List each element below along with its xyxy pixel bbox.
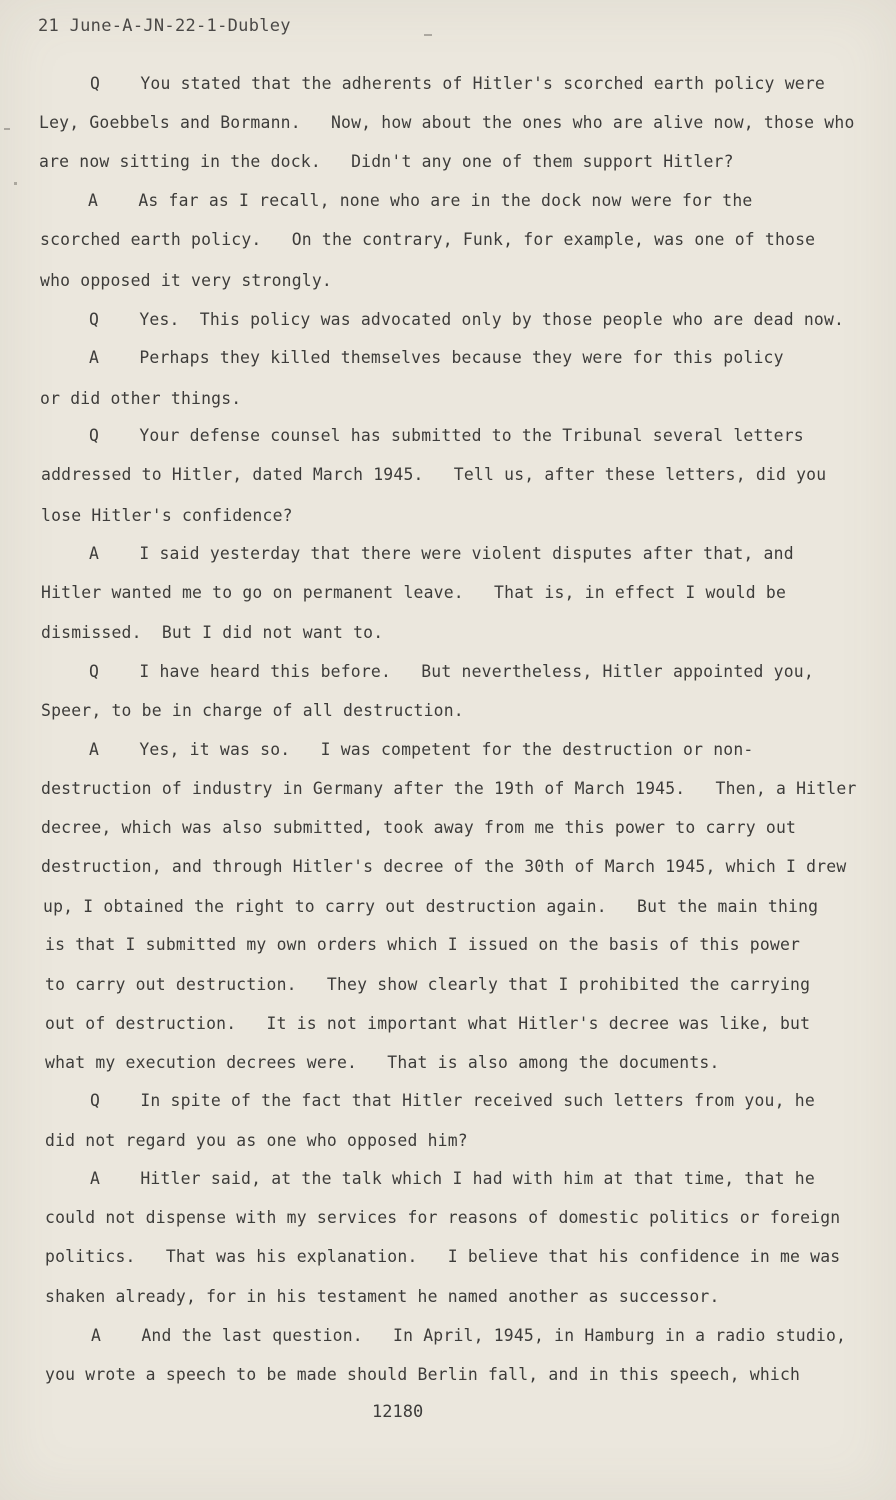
transcript-line: you wrote a speech to be made should Berlin fall, and in this speech, which — [45, 1365, 801, 1384]
transcript-line: is that I submitted my own orders which I issued on the basis of this power — [45, 935, 801, 954]
transcript-line: to carry out destruction. They show clearly that I prohibited the carrying — [45, 975, 811, 994]
transcript-line: decree, which was also submitted, took away from me this power to carry out — [41, 818, 797, 837]
transcript-line: or did other things. — [40, 389, 242, 408]
transcript-line: Ley, Goebbels and Bormann. Now, how about the ones who are alive now, those who — [39, 113, 855, 132]
transcript-line: A I said yesterday that there were violent disputes after that, and — [89, 544, 794, 563]
transcript-line: scorched earth policy. On the contrary, Funk, for example, was one of those — [40, 230, 816, 249]
page-number: 12180 — [372, 1402, 424, 1422]
transcript-line: who opposed it very strongly. — [40, 271, 332, 290]
transcript-line: A Yes, it was so. I was competent for the destruction or non- — [89, 740, 754, 759]
transcript-line: dismissed. But I did not want to. — [41, 623, 384, 642]
transcript-line: did not regard you as one who opposed him? — [45, 1131, 468, 1150]
transcript-line: addressed to Hitler, dated March 1945. Tell us, after these letters, did you — [41, 465, 827, 484]
transcript-line: out of destruction. It is not important what Hitler's decree was like, but — [45, 1014, 811, 1033]
transcript-line: A As far as I recall, none who are in the dock now were for the — [88, 191, 753, 210]
transcript-line: Q You stated that the adherents of Hitler's scorched earth policy were — [90, 74, 825, 93]
transcript-line: are now sitting in the dock. Didn't any one of them support Hitler? — [39, 152, 734, 171]
transcript-line: Q Yes. This policy was advocated only by those people who are dead now. — [89, 310, 845, 329]
transcript-line: Q I have heard this before. But nevertheless, Hitler appointed you, — [89, 662, 814, 681]
transcript-line: A And the last question. In April, 1945, in Hamburg in a radio studio, — [91, 1326, 847, 1345]
transcript-line: Q Your defense counsel has submitted to the Tribunal several letters — [89, 426, 804, 445]
transcript-line: shaken already, for in his testament he named another as successor. — [45, 1287, 720, 1306]
transcript-line: politics. That was his explanation. I believe that his confidence in me was — [45, 1247, 841, 1266]
margin-mark — [14, 182, 17, 185]
transcript-line: Speer, to be in charge of all destruction. — [41, 701, 464, 720]
transcript-line: A Hitler said, at the talk which I had with him at that time, that he — [90, 1169, 815, 1188]
transcript-line: Q In spite of the fact that Hitler received such letters from you, he — [90, 1091, 815, 1110]
transcript-line: could not dispense with my services for reasons of domestic politics or foreign — [45, 1208, 841, 1227]
transcript-line: A Perhaps they killed themselves because they were for this policy — [89, 348, 784, 367]
transcript-line: up, I obtained the right to carry out destruction again. But the main thing — [43, 897, 819, 916]
margin-mark — [424, 34, 432, 36]
transcript-line: Hitler wanted me to go on permanent leave. That is, in effect I would be — [41, 583, 787, 602]
margin-mark — [4, 128, 10, 130]
transcript-line: destruction, and through Hitler's decree of the 30th of March 1945, which I drew — [41, 857, 847, 876]
transcript-line: lose Hitler's confidence? — [41, 506, 293, 525]
transcript-line: what my execution decrees were. That is also among the documents. — [45, 1053, 720, 1072]
document-header: 21 June-A-JN-22-1-Dubley — [38, 16, 291, 36]
transcript-line: destruction of industry in Germany after the 19th of March 1945. Then, a Hitler — [41, 779, 857, 798]
